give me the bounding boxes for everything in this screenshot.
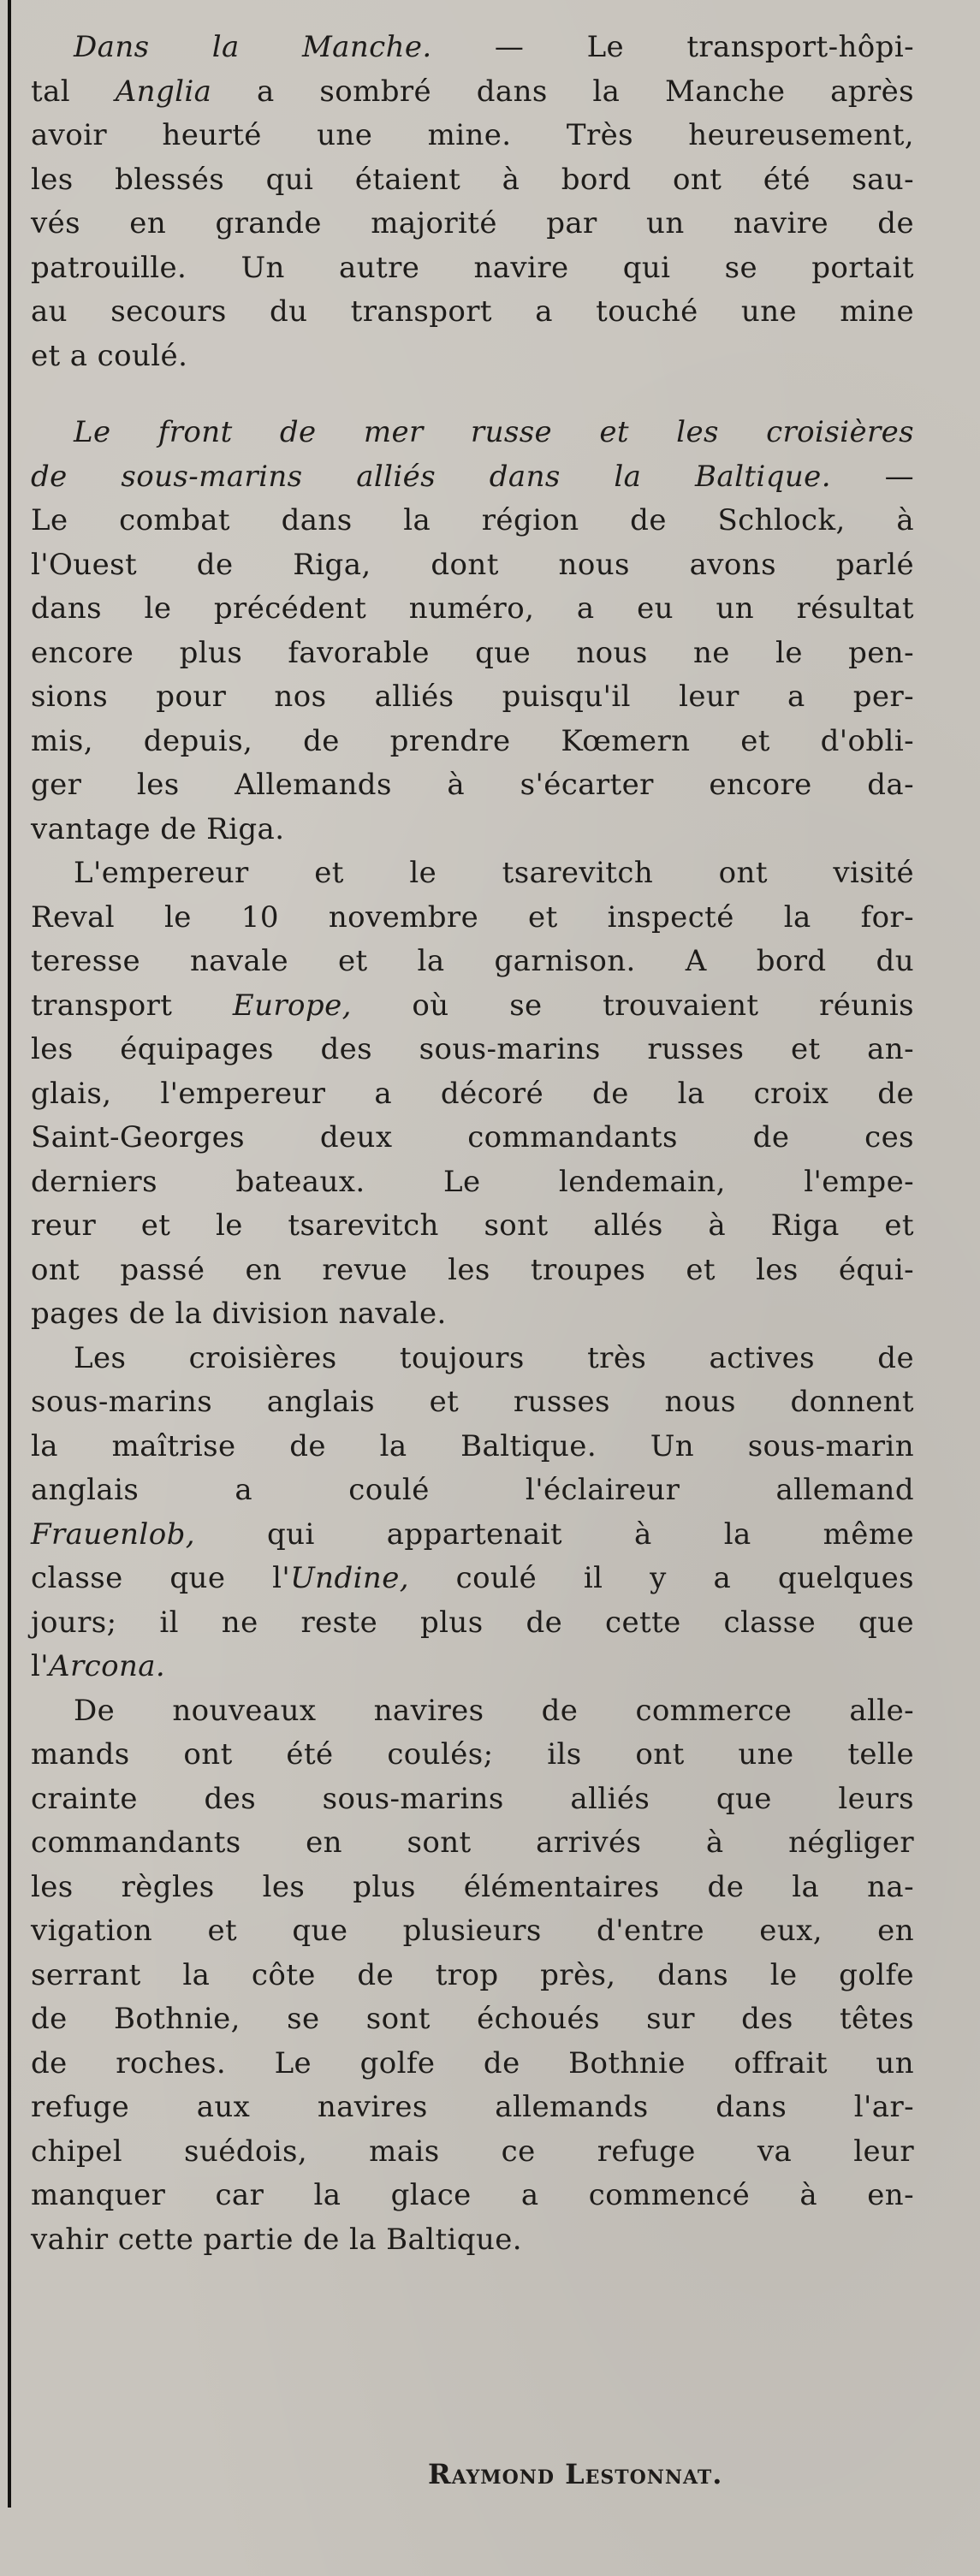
text-run: — [830, 459, 914, 494]
text-run: transport [31, 988, 233, 1023]
text-run: crainte des sous-marins alliés que leurs [31, 1781, 914, 1816]
italic-run: Frauenlob, [31, 1517, 195, 1552]
text-line [31, 1072, 914, 1117]
text-line [31, 2130, 914, 2175]
text-line [31, 1204, 914, 1249]
text-run: les règles les plus élémentaires de la na- [31, 1869, 914, 1904]
text-line [31, 2086, 914, 2130]
text-line [31, 1337, 914, 1381]
text-line [31, 720, 914, 764]
italic-run: Le front de mer russe et les croisières [74, 415, 914, 449]
text-run: jours; il ne reste plus de cette classe que [31, 1605, 914, 1640]
text-line [31, 246, 914, 291]
text-run: Saint-Georges deux commandants de ces [31, 1120, 914, 1154]
text-line [31, 1601, 914, 1646]
text-run: vigation et que plusieurs d'entre eux, en [31, 1914, 914, 1948]
text-line [31, 1160, 914, 1205]
text-line [31, 632, 914, 676]
text-run: patrouille. Un autre navire qui se portait [31, 250, 914, 285]
text-run: teresse navale et la garnison. A bord du [31, 944, 914, 978]
text-line [31, 1292, 914, 1337]
italic-run: Europe, [232, 988, 352, 1023]
text-run: manquer car la glace a commencé à en- [31, 2178, 914, 2212]
paragraph [31, 1337, 914, 1689]
italic-run: Anglia [115, 74, 212, 109]
text-run: de roches. Le golfe de Bothnie offrait un [31, 2045, 914, 2080]
text-run: Reval le 10 novembre et inspecté la for- [31, 899, 914, 935]
text-run: encore plus favorable que nous ne le pen- [31, 635, 914, 670]
text-line [31, 70, 914, 115]
author-signature: Raymond Lestonnat. [428, 2458, 723, 2490]
text-run: sions pour nos alliés puisqu'il leur a per- [31, 680, 914, 714]
paragraph [31, 411, 914, 852]
text-run: l'Ouest de Riga, dont nous avons parlé [31, 547, 914, 582]
text-run: où se trouvaient réunis [351, 988, 914, 1023]
text-line [31, 202, 914, 246]
text-line [31, 1645, 914, 1689]
text-run: sous-marins anglais et russes nous donnent [31, 1385, 914, 1419]
text-run: anglais a coulé l'éclaireur allemand [31, 1473, 914, 1507]
italic-run: Arcona. [49, 1649, 166, 1683]
text-line [31, 411, 914, 455]
text-line [31, 1380, 914, 1425]
text-run: — Le transport-hôpi- [431, 30, 914, 64]
text-run: la maîtrise de la Baltique. Un sous-marin [31, 1428, 914, 1463]
text-run: dans le précédent numéro, a eu un résultat [31, 591, 914, 626]
text-run: commandants en sont arrivés à négliger [31, 1825, 914, 1860]
text-line [31, 499, 914, 543]
text-run: refuge aux navires allemands dans l'ar- [31, 2090, 914, 2124]
text-line [31, 940, 914, 984]
text-run: chipel suédois, mais ce refuge va leur [31, 2134, 914, 2169]
text-run: Le combat dans la région de Schlock, à [31, 503, 914, 537]
paragraph [31, 26, 914, 378]
text-line [31, 1557, 914, 1601]
text-line [31, 852, 914, 896]
text-run: Les croisières toujours très actives de [74, 1340, 914, 1375]
text-line [31, 26, 914, 70]
italic-run: Undine, [290, 1561, 409, 1595]
text-run: les blessés qui étaient à bord ont été sau- [31, 162, 914, 197]
text-line [31, 1821, 914, 1866]
text-line [31, 2218, 914, 2263]
text-line [31, 2042, 914, 2086]
text-run: ger les Allemands à s'écarter encore da- [31, 768, 914, 802]
text-line [31, 896, 914, 941]
text-line [31, 1425, 914, 1469]
text-run: classe que l' [31, 1561, 291, 1595]
text-line [31, 763, 914, 808]
text-line [31, 2174, 914, 2218]
text-run: derniers bateaux. Le lendemain, l'empe- [31, 1164, 914, 1199]
text-line [31, 587, 914, 632]
text-line [31, 675, 914, 720]
text-line [31, 808, 914, 852]
text-run: L'empereur et le tsarevitch ont visité [74, 856, 914, 890]
text-run: glais, l'empereur a décoré de la croix de [31, 1076, 914, 1111]
text-run: vés en grande majorité par un navire de [31, 206, 914, 240]
text-run: vantage de Riga. [31, 811, 285, 846]
text-run: avoir heurté une mine. Très heureusement, [31, 118, 914, 152]
text-run: au secours du transport a touché une mine [31, 294, 914, 329]
text-line [31, 1028, 914, 1072]
text-line [31, 1733, 914, 1778]
text-run: et a coulé. [31, 338, 188, 373]
article-column [31, 26, 914, 2262]
text-line [31, 1513, 914, 1558]
text-line [31, 543, 914, 588]
text-line [31, 1689, 914, 1734]
text-run: mis, depuis, de prendre Kœmern et d'obli- [31, 723, 914, 758]
paragraph [31, 852, 914, 1337]
text-run: De nouveaux navires de commerce alle- [74, 1693, 914, 1728]
text-run: reur et le tsarevitch sont allés à Riga et [31, 1208, 914, 1243]
italic-run: Dans la Manche. [74, 30, 432, 64]
italic-run: de sous-marins alliés dans la Baltique. [31, 459, 831, 494]
text-line [31, 290, 914, 335]
paragraph [31, 1689, 914, 2263]
text-line [31, 984, 914, 1029]
section-baltique [31, 411, 914, 2262]
text-run: coulé il y a quelques [408, 1561, 914, 1595]
text-line [31, 1954, 914, 1998]
text-line [31, 1469, 914, 1513]
text-run: a sombré dans la Manche après [211, 74, 914, 109]
text-run: tal [31, 74, 116, 109]
text-line [31, 335, 914, 379]
text-line [31, 1116, 914, 1160]
text-run: de Bothnie, se sont échoués sur des têtes [31, 2002, 914, 2036]
text-run: pages de la division navale. [31, 1297, 447, 1331]
text-run: ont passé en revue les troupes et les équi- [31, 1252, 914, 1287]
section-dans-la-manche [31, 26, 914, 378]
text-run: serrant la côte de trop près, dans le golfe [31, 1957, 914, 1992]
text-line [31, 1909, 914, 1954]
text-run: mands ont été coulés; ils ont une telle [31, 1737, 914, 1772]
column-rule [8, 0, 11, 2508]
text-line [31, 1249, 914, 1293]
text-line [31, 158, 914, 203]
section-gap [31, 378, 914, 411]
text-line [31, 1778, 914, 1822]
text-line [31, 1866, 914, 1910]
text-run: les équipages des sous-marins russes et an- [31, 1032, 914, 1066]
text-line [31, 1997, 914, 2042]
text-run: qui appartenait à la même [194, 1517, 914, 1552]
text-run: l' [31, 1649, 50, 1683]
text-run: vahir cette partie de la Baltique. [31, 2222, 522, 2257]
text-line [31, 114, 914, 158]
text-line [31, 455, 914, 500]
